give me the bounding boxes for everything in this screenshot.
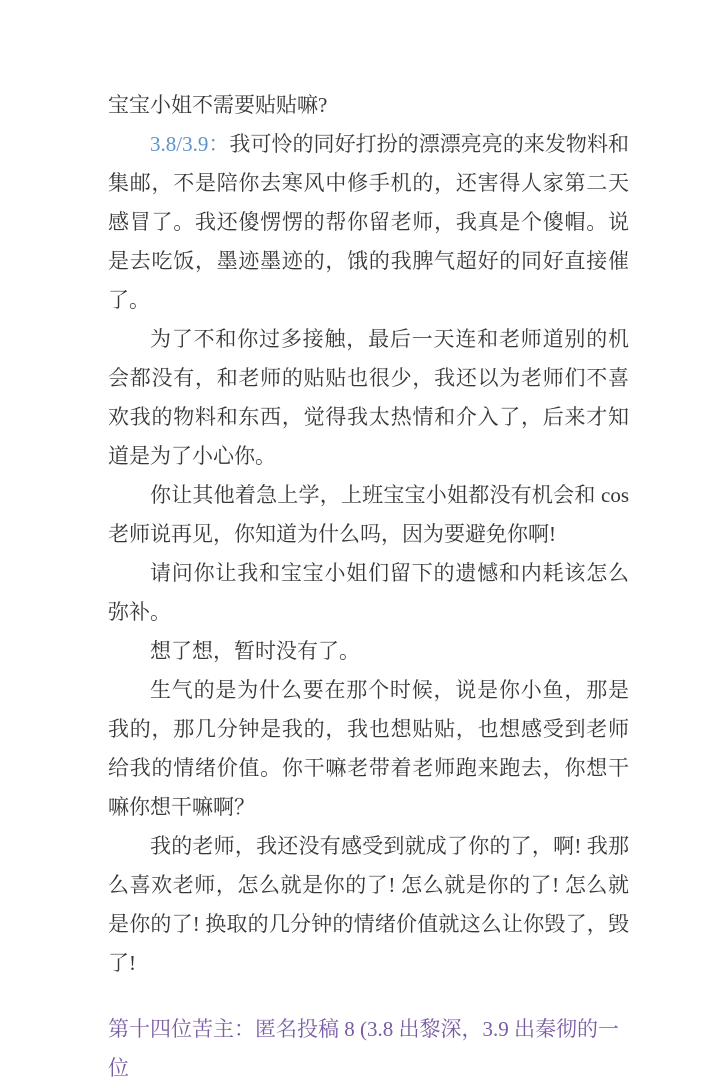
- submission-footer: 第十四位苦主：匿名投稿 8 (3.8 出黎深，3.9 出秦彻的一位: [108, 1017, 619, 1080]
- date-prefix: 3.8/3.9：: [150, 132, 230, 156]
- text-run: 为了不和你过多接触，最后一天连和老师道别的机会都没有，和老师的贴贴也很少，我还以为老师们不喜欢我的物料和东西，觉得我太热情和介入了，后来才知道是为了小心你。: [108, 327, 629, 468]
- paragraph-teacher: [108, 827, 629, 983]
- document-body: [108, 86, 629, 983]
- opening-line: [108, 86, 629, 125]
- paragraph-pause: [108, 632, 629, 671]
- paragraph-anger: [108, 671, 629, 827]
- text-run: 想了想，暂时没有了。: [150, 639, 360, 663]
- paragraph-goodbye: [108, 476, 629, 554]
- text-run: 我的老师，我还没有感受到就成了你的了，啊! 我那么喜欢老师，怎么就是你的了! 怎么就是你的了! 怎么就是你的了! 换取的几分钟的情绪价值就这么让你毁了，毁了!: [108, 834, 629, 975]
- paragraph-dates: [108, 125, 629, 320]
- text-run: 请问你让我和宝宝小姐们留下的遗憾和内耗该怎么弥补。: [108, 561, 629, 624]
- text-run: 你让其他着急上学，上班宝宝小姐都没有机会和 cos 老师说再见，你知道为什么吗，因为要避免你啊!: [108, 483, 629, 546]
- text-run: 宝宝小姐不需要贴贴嘛?: [108, 93, 328, 117]
- text-run: 我可怜的同好打扮的漂漂亮亮的来发物料和集邮，不是陪你去寒风中修手机的，还害得人家第二天感冒了。我还傻愣愣的帮你留老师，我真是个傻帽。说是去吃饭，墨迹墨迹的，饿的我脾气超好的同好直接催了。: [108, 132, 629, 312]
- text-run: 生气的是为什么要在那个时候，说是你小鱼，那是我的，那几分钟是我的，我也想贴贴，也想感受到老师给我的情绪价值。你干嘛老带着老师跑来跑去，你想干嘛你想干嘛啊？: [108, 678, 629, 819]
- paragraph-farewell: [108, 320, 629, 476]
- paragraph-regret: [108, 554, 629, 632]
